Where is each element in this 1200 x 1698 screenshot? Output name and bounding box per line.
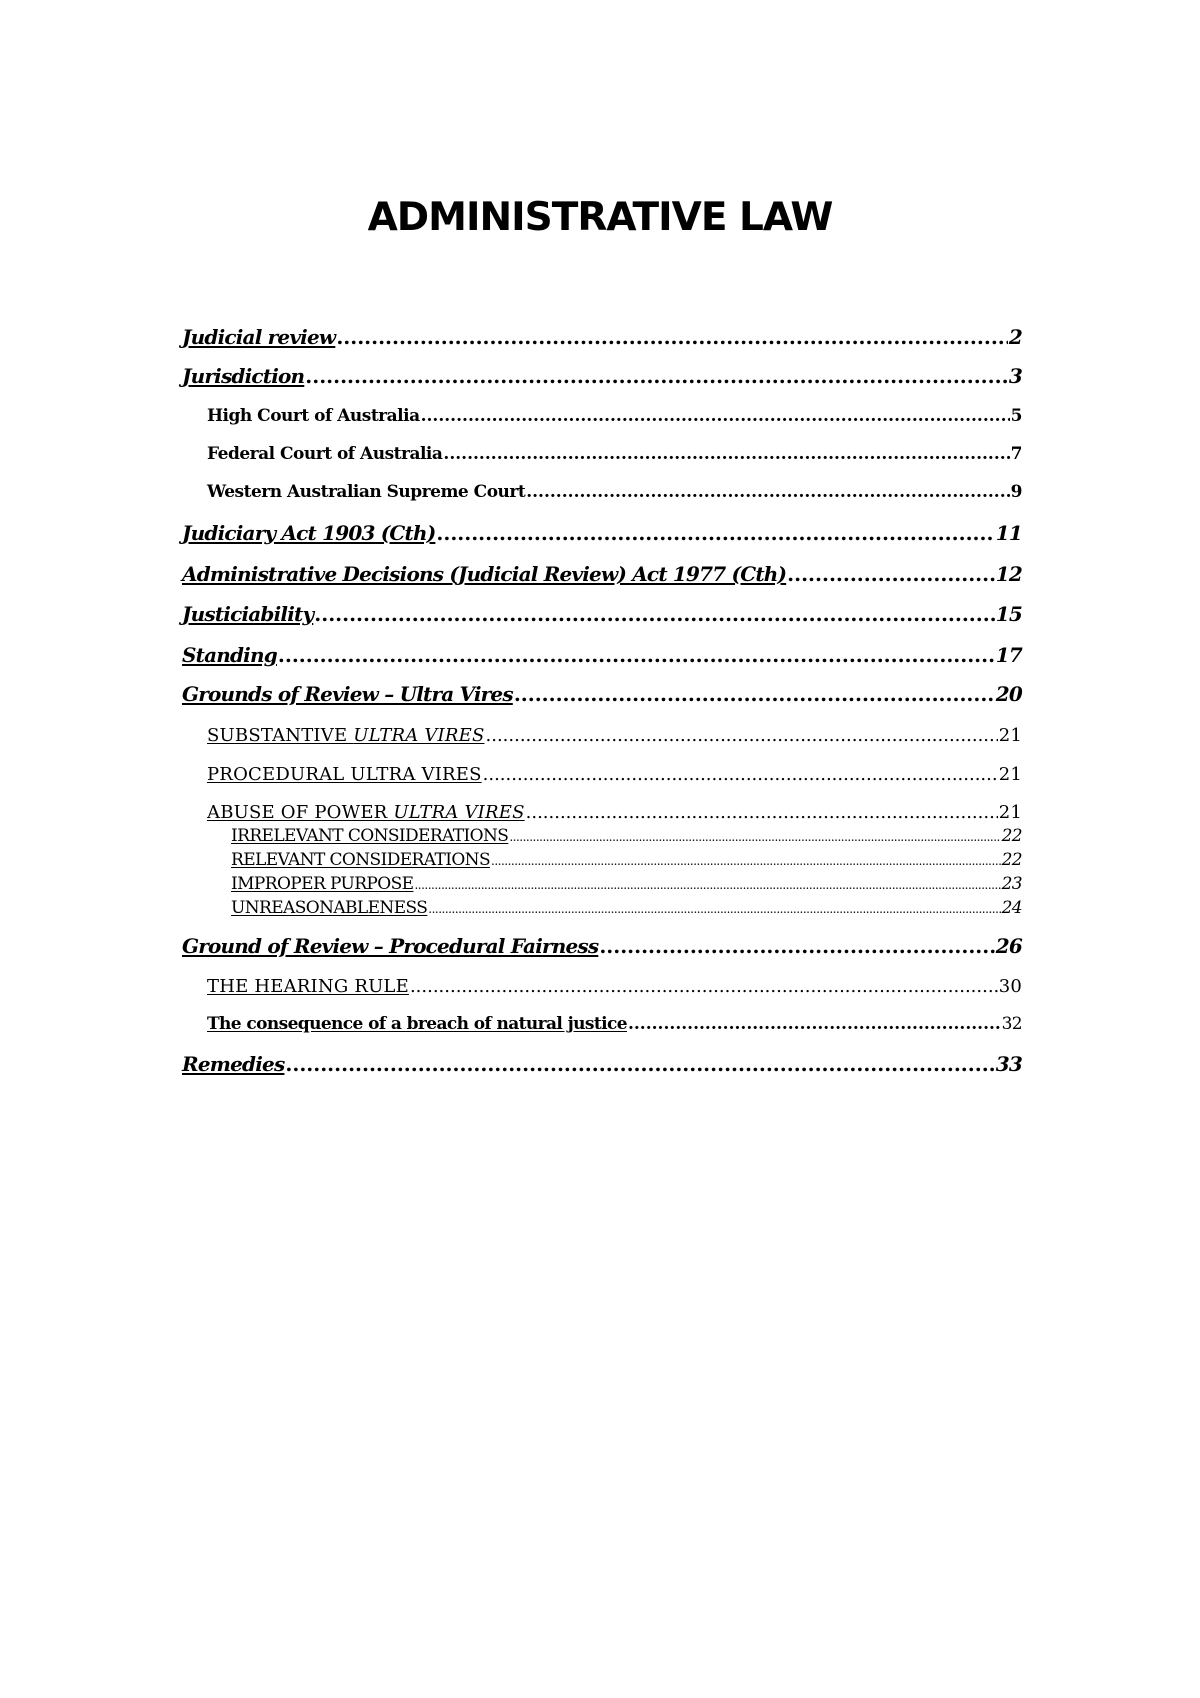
toc-dot-leader — [443, 444, 1009, 464]
toc-dot-leader — [514, 682, 995, 706]
toc-dot-leader — [599, 934, 994, 958]
toc-dot-leader — [285, 1052, 994, 1076]
toc-dot-leader — [421, 406, 1010, 426]
toc-entry-federal-court[interactable] — [207, 444, 1022, 468]
toc-page-number: 17 — [995, 643, 1022, 667]
toc-dot-leader — [491, 850, 1001, 870]
toc-entry-label-italic: ULTRA VIRES — [393, 802, 525, 823]
toc-page-number: 30 — [998, 976, 1022, 997]
toc-page-number: 26 — [995, 934, 1022, 958]
toc-dot-leader — [314, 602, 994, 626]
toc-entry-label-prefix: SUBSTANTIVE — [207, 725, 354, 746]
toc-entry-wa-supreme-court[interactable] — [207, 482, 1022, 506]
toc-page-number: 22 — [1001, 850, 1022, 870]
toc-entry-justiciability[interactable] — [182, 602, 1022, 630]
toc-entry-judiciary-act[interactable] — [182, 521, 1022, 549]
toc-entry-label: Western Australian Supreme Court — [207, 482, 526, 502]
toc-entry-label: RELEVANT CONSIDERATIONS — [231, 850, 491, 870]
toc-entry-jurisdiction[interactable] — [182, 364, 1022, 392]
toc-page-number: 2 — [1008, 325, 1022, 349]
toc-entry-procedural-fairness[interactable] — [182, 934, 1022, 962]
toc-entry-label: The consequence of a breach of natural justice — [207, 1014, 627, 1034]
toc-entry-label — [207, 725, 485, 746]
toc-page-number: 22 — [1001, 826, 1022, 846]
toc-entry-label: Ground of Review – Procedural Fairness — [182, 934, 599, 958]
toc-entry-label: Justiciability — [182, 602, 314, 626]
toc-entry-procedural-ultra-vires[interactable] — [207, 764, 1022, 788]
toc-entry-label: Standing — [182, 643, 277, 667]
toc-entry-label: High Court of Australia — [207, 406, 420, 426]
toc-entry-label: Jurisdiction — [182, 364, 305, 388]
toc-entry-hearing-rule[interactable] — [207, 976, 1022, 1000]
toc-entry-label: IMPROPER PURPOSE — [231, 874, 414, 894]
toc-page-number: 3 — [1008, 364, 1022, 388]
toc-page-number: 9 — [1010, 482, 1022, 502]
toc-entry-grounds-ultra-vires[interactable] — [182, 682, 1022, 710]
toc-dot-leader — [436, 521, 994, 545]
toc-dot-leader — [414, 874, 1000, 894]
toc-entry-unreasonableness[interactable] — [231, 898, 1022, 920]
toc-page-number: 33 — [995, 1052, 1022, 1076]
toc-page-number: 21 — [998, 802, 1022, 823]
toc-dot-leader — [787, 562, 995, 586]
toc-entry-label: Grounds of Review – Ultra Vires — [182, 682, 513, 706]
toc-entry-label: UNREASONABLENESS — [231, 898, 428, 918]
toc-page-number: 5 — [1010, 406, 1022, 426]
toc-entry-label: IRRELEVANT CONSIDERATIONS — [231, 826, 509, 846]
toc-entry-standing[interactable] — [182, 643, 1022, 671]
toc-entry-label — [207, 802, 525, 823]
toc-entry-label: Administrative Decisions (Judicial Review) Act 1977 (Cth) — [182, 562, 787, 586]
toc-page-number: 11 — [995, 521, 1022, 545]
toc-entry-label: THE HEARING RULE — [207, 976, 409, 997]
toc-page-number: 12 — [995, 562, 1022, 586]
toc-entry-adjr-act[interactable] — [182, 562, 1022, 590]
toc-dot-leader — [628, 1014, 1001, 1034]
toc-dot-leader — [305, 364, 1008, 388]
toc-dot-leader — [509, 826, 1000, 846]
toc-page-number: 15 — [995, 602, 1022, 626]
toc-entry-abuse-of-power[interactable] — [207, 802, 1022, 826]
toc-dot-leader — [278, 643, 995, 667]
toc-page-number: 24 — [1001, 898, 1022, 918]
toc-entry-remedies[interactable] — [182, 1052, 1022, 1080]
toc-page-number: 21 — [998, 764, 1022, 785]
toc-entry-breach-natural-justice[interactable] — [207, 1014, 1022, 1038]
toc-entry-label: Federal Court of Australia — [207, 444, 443, 464]
toc-page-number: 7 — [1010, 444, 1022, 464]
toc-entry-label: PROCEDURAL ULTRA VIRES — [207, 764, 482, 785]
toc-entry-label: Remedies — [182, 1052, 285, 1076]
toc-entry-substantive-ultra-vires[interactable] — [207, 725, 1022, 749]
toc-dot-leader — [336, 325, 1008, 349]
toc-dot-leader — [486, 725, 998, 746]
toc-page-number: 32 — [1001, 1014, 1022, 1034]
toc-entry-label: Judicial review — [182, 325, 336, 349]
toc-entry-improper-purpose[interactable] — [231, 874, 1022, 896]
toc-entry-irrelevant-considerations[interactable] — [231, 826, 1022, 848]
toc-entry-label-italic: ULTRA VIRES — [353, 725, 485, 746]
toc-dot-leader — [526, 802, 998, 823]
toc-entry-label: Judiciary Act 1903 (Cth) — [182, 521, 436, 545]
toc-page-number: 21 — [998, 725, 1022, 746]
toc-dot-leader — [526, 482, 1009, 502]
toc-dot-leader — [410, 976, 998, 997]
toc-page-number: 20 — [995, 682, 1022, 706]
toc-entry-label-prefix: ABUSE OF POWER — [207, 802, 394, 823]
document-title: ADMINISTRATIVE LAW — [367, 195, 833, 240]
toc-page-number: 23 — [1001, 874, 1022, 894]
toc-dot-leader — [483, 764, 998, 785]
toc-entry-high-court[interactable] — [207, 406, 1022, 430]
toc-entry-judicial-review[interactable] — [182, 325, 1022, 353]
toc-dot-leader — [428, 898, 1000, 918]
toc-entry-relevant-considerations[interactable] — [231, 850, 1022, 872]
